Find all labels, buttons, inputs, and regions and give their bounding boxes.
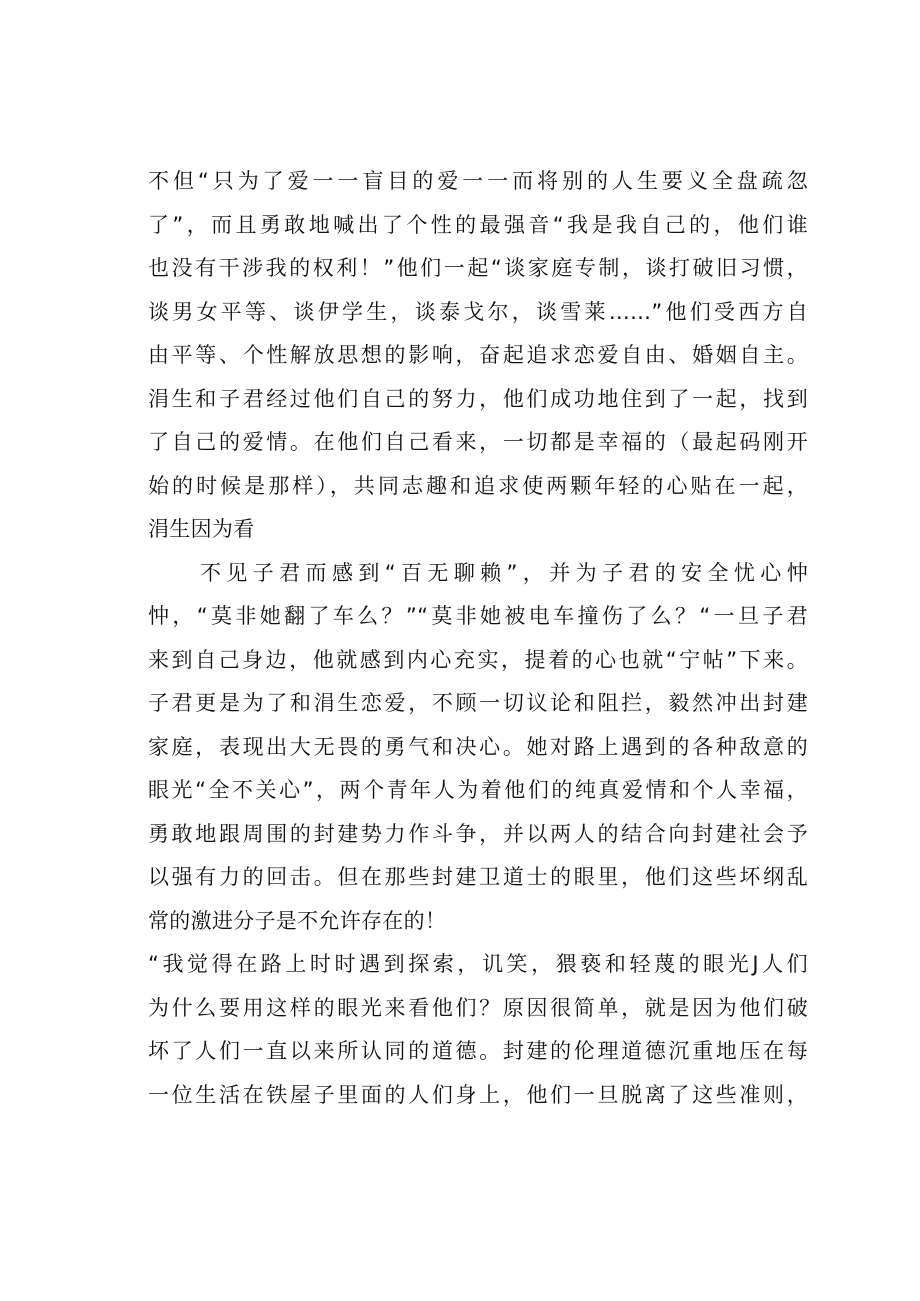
text-line: 不但“只为了爱一一盲目的爱一一而将别的人生要义全盘疏忽	[148, 169, 808, 193]
text-line: 来到自己身边，他就感到内心充实，提着的心也就“宁帖”下来。	[148, 647, 808, 672]
text-line: 家庭，表现出大无畏的勇气和决心。她对路上遇到的各种敌意的	[148, 734, 808, 759]
text-line: 忡，“莫非她翻了车么？”“莫非她被电车撞伤了么？“一旦子君	[148, 604, 808, 628]
text-line: 子君更是为了和涓生恋爱，不顾一切议论和阻拦，毅然冲出封建	[148, 691, 808, 715]
text-line: 以强有力的回击。但在那些封建卫道士的眼里，他们这些坏纲乱	[148, 865, 808, 889]
text-line: 涓生和子君经过他们自己的努力，他们成功地住到了一起，找到	[148, 386, 808, 411]
text-line: 了自己的爱情。在他们自己看来，一切都是幸福的（最起码刚开	[148, 430, 808, 454]
text-line: 也没有干涉我的权利！”他们一起“谈家庭专制，谈打破旧习惯，	[148, 256, 808, 280]
text-line: 一位生活在铁屋子里面的人们身上，他们一旦脱离了这些准则，	[148, 1082, 808, 1107]
text-line: 由平等、个性解放思想的影响，奋起追求恋爱自由、婚姻自主。	[148, 343, 808, 367]
text-line: 不见子君而感到“百无聊赖”，并为子君的安全忧心忡	[200, 560, 808, 585]
body-text	[148, 160, 808, 1117]
text-line: 谈男女平等、谈伊学生，谈泰戈尔，谈雪莱……”他们受西方自	[148, 299, 808, 324]
text-line: 涓生因为看	[148, 517, 255, 541]
text-line: 始的时候是那样），共同志趣和追求使两颗年轻的心贴在一起，	[148, 473, 808, 498]
text-line: 勇敢地跟周围的封建势力作斗争，并以两人的结合向封建社会予	[148, 821, 808, 846]
text-line: 眼光“全不关心”，两个青年人为着他们的纯真爱情和个人幸福，	[148, 778, 808, 802]
text-line: 了”，而且勇敢地喊出了个性的最强音“我是我自己的，他们谁	[148, 212, 808, 237]
text-line: 为什么要用这样的眼光来看他们？原因很简单，就是因为他们破	[148, 995, 808, 1020]
text-line: 坏了人们一直以来所认同的道德。封建的伦理道德沉重地压在每	[148, 1039, 808, 1063]
text-line: 常的激进分子是不允许存在的！	[148, 908, 447, 933]
text-line: “我觉得在路上时时遇到探索，讥笑，猥亵和轻蔑的眼光J人们	[148, 952, 808, 976]
